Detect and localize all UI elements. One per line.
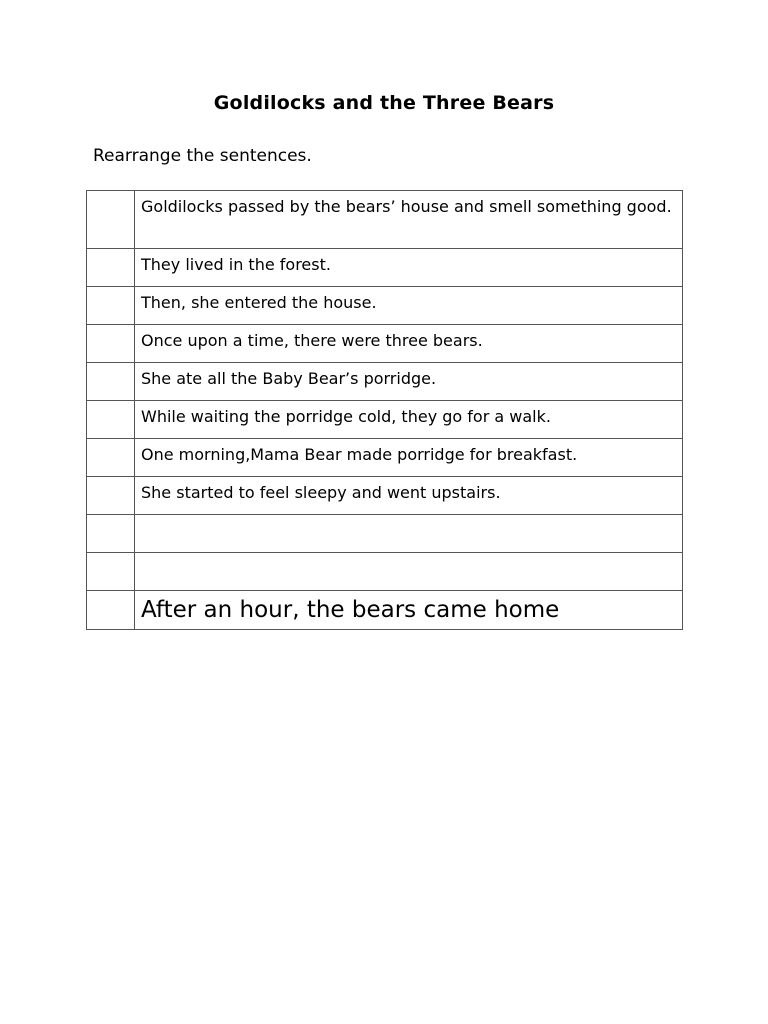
sentence-cell: Goldilocks passed by the bears’ house and smell something good. [135,191,683,249]
order-number-cell[interactable] [87,401,135,439]
sentence-cell: Once upon a time, there were three bears. [135,325,683,363]
order-number-cell[interactable] [87,287,135,325]
table-row [87,477,683,515]
order-number-cell[interactable] [87,591,135,630]
order-number-cell[interactable] [87,325,135,363]
order-number-cell[interactable] [87,439,135,477]
sentence-cell: One morning,Mama Bear made porridge for breakfast. [135,439,683,477]
sentence-cell[interactable] [135,553,683,591]
table-row [87,249,683,287]
sentence-cell: Then, she entered the house. [135,287,683,325]
order-number-cell[interactable] [87,191,135,249]
table-row [87,191,683,249]
table-row [87,515,683,553]
order-number-cell[interactable] [87,515,135,553]
sentence-table [86,190,683,630]
order-number-cell[interactable] [87,363,135,401]
page-title: Goldilocks and the Three Bears [213,92,555,114]
order-number-cell[interactable] [87,477,135,515]
table-row [87,325,683,363]
sentence-cell: She started to feel sleepy and went upstairs. [135,477,683,515]
table-row [87,553,683,591]
table-row [87,591,683,630]
table-row [87,363,683,401]
table-row [87,401,683,439]
table-row [87,439,683,477]
instruction-text: Rearrange the sentences. [93,146,312,166]
sentence-cell: They lived in the forest. [135,249,683,287]
sentence-cell: While waiting the porridge cold, they go for a walk. [135,401,683,439]
sentence-cell: After an hour, the bears came home [135,591,683,630]
sentence-cell: She ate all the Baby Bear’s porridge. [135,363,683,401]
sentence-cell[interactable] [135,515,683,553]
table-row [87,287,683,325]
order-number-cell[interactable] [87,249,135,287]
order-number-cell[interactable] [87,553,135,591]
